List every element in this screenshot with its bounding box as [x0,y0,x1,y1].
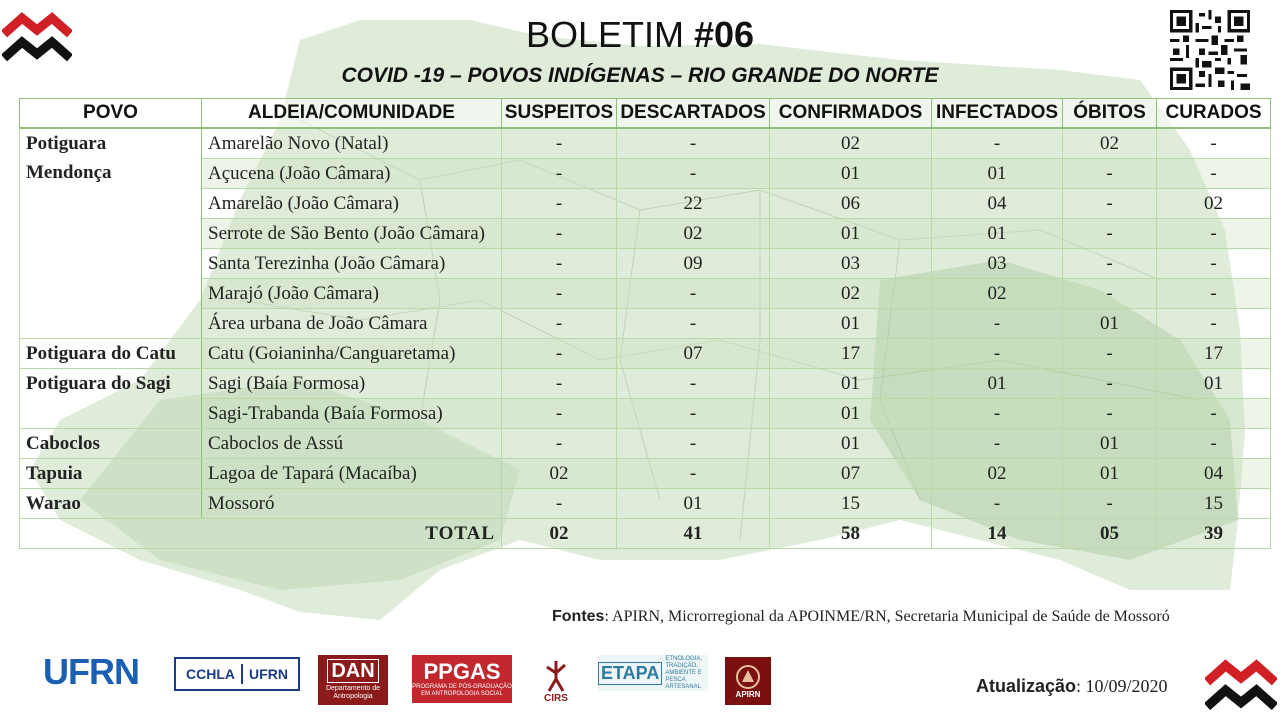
confirmados-cell: 01 [770,309,932,339]
suspeitos-cell: - [502,219,617,249]
suspeitos-cell: - [502,249,617,279]
confirmados-cell: 03 [770,249,932,279]
total-obitos: 05 [1063,519,1157,549]
covid-data-table [19,98,1271,549]
total-confirmados: 58 [770,519,932,549]
table-body [20,128,1271,549]
aldeia-cell: Açucena (João Câmara) [202,159,502,189]
aldeia-cell: Mossoró [202,489,502,519]
table-header-row [20,99,1271,129]
povo-cell: Potiguara do Sagi [20,369,202,429]
confirmados-cell: 01 [770,429,932,459]
curados-cell: 02 [1157,189,1271,219]
curados-cell: - [1157,279,1271,309]
total-infectados: 14 [932,519,1063,549]
descartados-cell: - [617,309,770,339]
descartados-cell: - [617,459,770,489]
aldeia-cell: Catu (Goianinha/Canguaretama) [202,339,502,369]
infectados-cell: - [932,128,1063,159]
curados-cell: 01 [1157,369,1271,399]
table-row [20,459,1271,489]
header-aldeia: ALDEIA/COMUNIDADE [202,99,502,129]
obitos-cell: - [1063,159,1157,189]
infectados-cell: - [932,399,1063,429]
total-descartados: 41 [617,519,770,549]
apirn-logo: APIRN [725,657,771,705]
sources-note: Fontes: APIRN, Microrregional da APOINME/RN, Secretaria Municipal de Saúde de Mossoró [552,608,1170,625]
chevron-wave-icon [1205,652,1277,716]
cirs-logo: CIRS [533,656,579,706]
curados-cell: 15 [1157,489,1271,519]
table-row [20,279,1271,309]
suspeitos-cell: - [502,309,617,339]
aldeia-cell: Santa Terezinha (João Câmara) [202,249,502,279]
aldeia-cell: Sagi-Trabanda (Baía Formosa) [202,399,502,429]
suspeitos-cell: - [502,429,617,459]
table-row [20,219,1271,249]
total-label: TOTAL [20,519,502,549]
header-povo: POVO [20,99,202,129]
suspeitos-cell: - [502,369,617,399]
suspeitos-cell: - [502,279,617,309]
suspeitos-cell: - [502,399,617,429]
curados-cell: - [1157,219,1271,249]
suspeitos-cell: - [502,189,617,219]
header-confirmados: CONFIRMADOS [770,99,932,129]
table-row [20,339,1271,369]
suspeitos-cell: - [502,489,617,519]
povo-cell: Caboclos [20,429,202,459]
table-row [20,489,1271,519]
descartados-cell: 07 [617,339,770,369]
aldeia-cell: Serrote de São Bento (João Câmara) [202,219,502,249]
table-row [20,369,1271,399]
confirmados-cell: 15 [770,489,932,519]
page-title: BOLETIM #06 [525,14,755,55]
obitos-cell: 01 [1063,459,1157,489]
confirmados-cell: 06 [770,189,932,219]
table-row [20,399,1271,429]
header-descartados: DESCARTADOS [617,99,770,129]
table-row [20,128,1271,159]
table-row [20,429,1271,459]
obitos-cell: 01 [1063,429,1157,459]
table-row [20,159,1271,189]
aldeia-cell: Lagoa de Tapará (Macaíba) [202,459,502,489]
infectados-cell: 01 [932,159,1063,189]
aldeia-cell: Amarelão Novo (Natal) [202,128,502,159]
descartados-cell: - [617,429,770,459]
obitos-cell: - [1063,189,1157,219]
infectados-cell: - [932,309,1063,339]
curados-cell: 04 [1157,459,1271,489]
infectados-cell: - [932,339,1063,369]
suspeitos-cell: - [502,128,617,159]
confirmados-cell: 07 [770,459,932,489]
obitos-cell: - [1063,399,1157,429]
curados-cell: 17 [1157,339,1271,369]
header-obitos: ÓBITOS [1063,99,1157,129]
curados-cell: - [1157,399,1271,429]
table-row [20,189,1271,219]
cchla-ufrn-logo: CCHLA UFRN [174,657,300,691]
page-subtitle: COVID -19 – POVOS INDÍGENAS – RIO GRANDE DO NORTE [341,64,939,87]
confirmados-cell: 17 [770,339,932,369]
infectados-cell: 01 [932,369,1063,399]
suspeitos-cell: - [502,159,617,189]
curados-cell: - [1157,159,1271,189]
cirs-figure-icon [541,659,571,693]
table-total-row [20,519,1271,549]
suspeitos-cell: 02 [502,459,617,489]
descartados-cell: 01 [617,489,770,519]
aldeia-cell: Marajó (João Câmara) [202,279,502,309]
confirmados-cell: 01 [770,219,932,249]
aldeia-cell: Amarelão (João Câmara) [202,189,502,219]
ppgas-logo: PPGAS PROGRAMA DE PÓS-GRADUAÇÃO EM ANTROPOLOGIA SOCIAL [412,655,512,703]
table-row [20,249,1271,279]
table-row [20,309,1271,339]
obitos-cell: 02 [1063,128,1157,159]
header-infectados: INFECTADOS [932,99,1063,129]
descartados-cell: - [617,128,770,159]
confirmados-cell: 01 [770,399,932,429]
total-curados: 39 [1157,519,1271,549]
aldeia-cell: Sagi (Baía Formosa) [202,369,502,399]
dan-logo: DAN Departamento de Antropologia [318,655,388,705]
aldeia-cell: Caboclos de Assú [202,429,502,459]
obitos-cell: - [1063,219,1157,249]
curados-cell: - [1157,429,1271,459]
confirmados-cell: 01 [770,369,932,399]
descartados-cell: - [617,159,770,189]
infectados-cell: 03 [932,249,1063,279]
povo-cell: Potiguara do Catu [20,339,202,369]
aldeia-cell: Área urbana de João Câmara [202,309,502,339]
descartados-cell: 09 [617,249,770,279]
obitos-cell: - [1063,339,1157,369]
etapa-logo: ETAPA ETNOLOGIA, TRADIÇÃO, AMBIENTE E PESCA ARTESANAL [598,655,708,691]
povo-cell: Potiguara Mendonça [20,128,202,339]
obitos-cell: - [1063,279,1157,309]
confirmados-cell: 01 [770,159,932,189]
povo-cell: Tapuia [20,459,202,489]
chevron-wave-icon [2,6,72,66]
infectados-cell: - [932,429,1063,459]
ufrn-logo: UFRN [43,651,139,692]
header-curados: CURADOS [1157,99,1271,129]
confirmados-cell: 02 [770,128,932,159]
descartados-cell: 22 [617,189,770,219]
update-date: Atualização: 10/09/2020 [976,676,1168,696]
descartados-cell: - [617,369,770,399]
infectados-cell: 04 [932,189,1063,219]
infectados-cell: 01 [932,219,1063,249]
descartados-cell: - [617,399,770,429]
obitos-cell: - [1063,369,1157,399]
infectados-cell: 02 [932,279,1063,309]
curados-cell: - [1157,128,1271,159]
obitos-cell: - [1063,489,1157,519]
apirn-emblem-icon [735,664,761,690]
header-suspeitos: SUSPEITOS [502,99,617,129]
obitos-cell: 01 [1063,309,1157,339]
curados-cell: - [1157,249,1271,279]
suspeitos-cell: - [502,339,617,369]
infectados-cell: 02 [932,459,1063,489]
confirmados-cell: 02 [770,279,932,309]
descartados-cell: - [617,279,770,309]
curados-cell: - [1157,309,1271,339]
povo-cell: Warao [20,489,202,519]
total-suspeitos: 02 [502,519,617,549]
descartados-cell: 02 [617,219,770,249]
infectados-cell: - [932,489,1063,519]
obitos-cell: - [1063,249,1157,279]
qr-code-icon[interactable] [1170,10,1250,90]
